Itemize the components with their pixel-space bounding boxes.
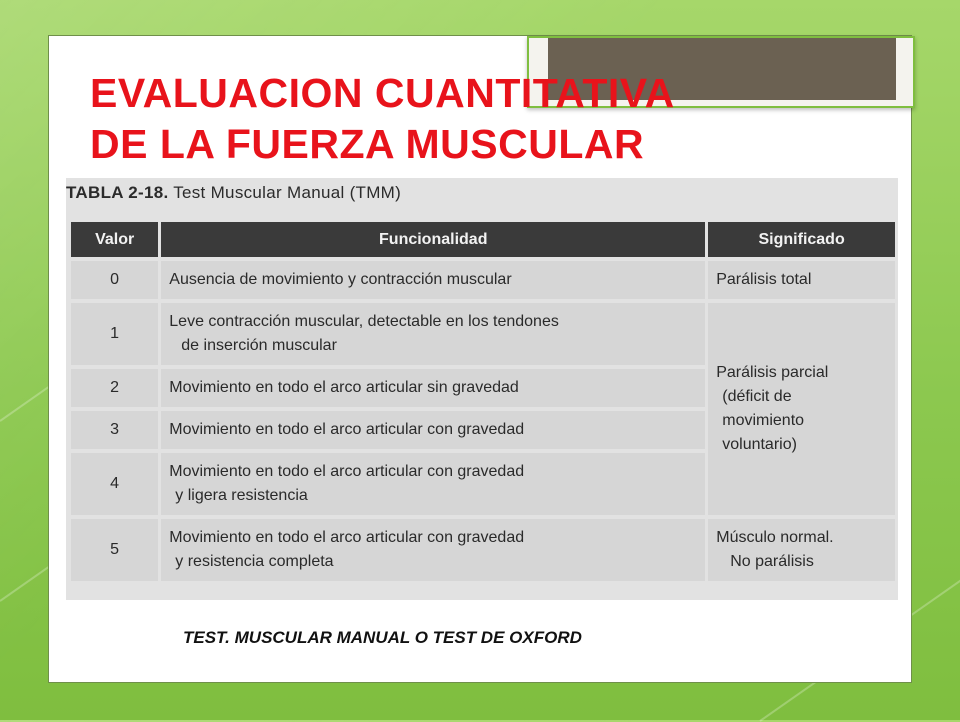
significado-parcial-line: (déficit de (722, 388, 792, 405)
cell-valor: 0 (71, 261, 158, 299)
cell-funcionalidad (161, 519, 705, 581)
table-caption-number: TABLA 2-18. (66, 183, 169, 202)
significado-parcial-line: movimiento (722, 412, 805, 429)
cell-significado-normal (708, 519, 895, 581)
significado-normal-line: No parálisis (730, 553, 814, 570)
cell-valor: 4 (71, 453, 158, 515)
cell-valor: 3 (71, 411, 158, 449)
muscle-test-table (68, 218, 898, 585)
table-caption-text: Test Muscular Manual (TMM) (168, 183, 402, 202)
header-valor: Valor (71, 222, 158, 257)
cell-valor: 2 (71, 369, 158, 407)
table-row (71, 303, 895, 365)
cell-funcionalidad (161, 369, 705, 407)
cell-funcionalidad (161, 411, 705, 449)
cell-significado: Parálisis total (708, 261, 895, 299)
cell-funcionalidad-text: Movimiento en todo el arco articular con gravedad (169, 421, 525, 438)
slide-title-line-2: DE LA FUERZA MUSCULAR (90, 121, 645, 167)
slide-subtitle: TEST. MUSCULAR MANUAL O TEST DE OXFORD (183, 628, 582, 647)
cell-valor: 5 (71, 519, 158, 581)
table-row (71, 519, 895, 581)
cell-funcionalidad (161, 303, 705, 365)
cell-funcionalidad-text: Movimiento en todo el arco articular con gravedad (169, 463, 525, 480)
header-funcionalidad: Funcionalidad (161, 222, 705, 257)
slide-title (90, 68, 850, 170)
slide-title-line-1: EVALUACION CUANTITATIVA (90, 70, 675, 116)
significado-parcial-line: Parálisis parcial (716, 364, 829, 381)
significado-normal-line: Músculo normal. (716, 529, 834, 546)
significado-parcial-line: voluntario) (722, 436, 797, 453)
cell-funcionalidad-text: Leve contracción muscular, detectable en los tendones (169, 313, 559, 330)
cell-funcionalidad-text-cont: y resistencia completa (175, 553, 334, 570)
table-header-row (71, 222, 895, 257)
cell-funcionalidad-text: Movimiento en todo el arco articular con gravedad (169, 529, 525, 546)
table-row (71, 261, 895, 299)
cell-funcionalidad (161, 453, 705, 515)
cell-valor: 1 (71, 303, 158, 365)
table-caption (66, 183, 401, 203)
cell-significado-parcial (708, 303, 895, 515)
cell-funcionalidad (161, 261, 705, 299)
cell-funcionalidad-text-cont: y ligera resistencia (175, 487, 308, 504)
table-image (66, 178, 898, 600)
header-significado: Significado (708, 222, 895, 257)
cell-funcionalidad-text: Ausencia de movimiento y contracción muscular (169, 271, 512, 288)
cell-funcionalidad-text-cont: de inserción muscular (181, 337, 337, 354)
cell-funcionalidad-text: Movimiento en todo el arco articular sin gravedad (169, 379, 519, 396)
